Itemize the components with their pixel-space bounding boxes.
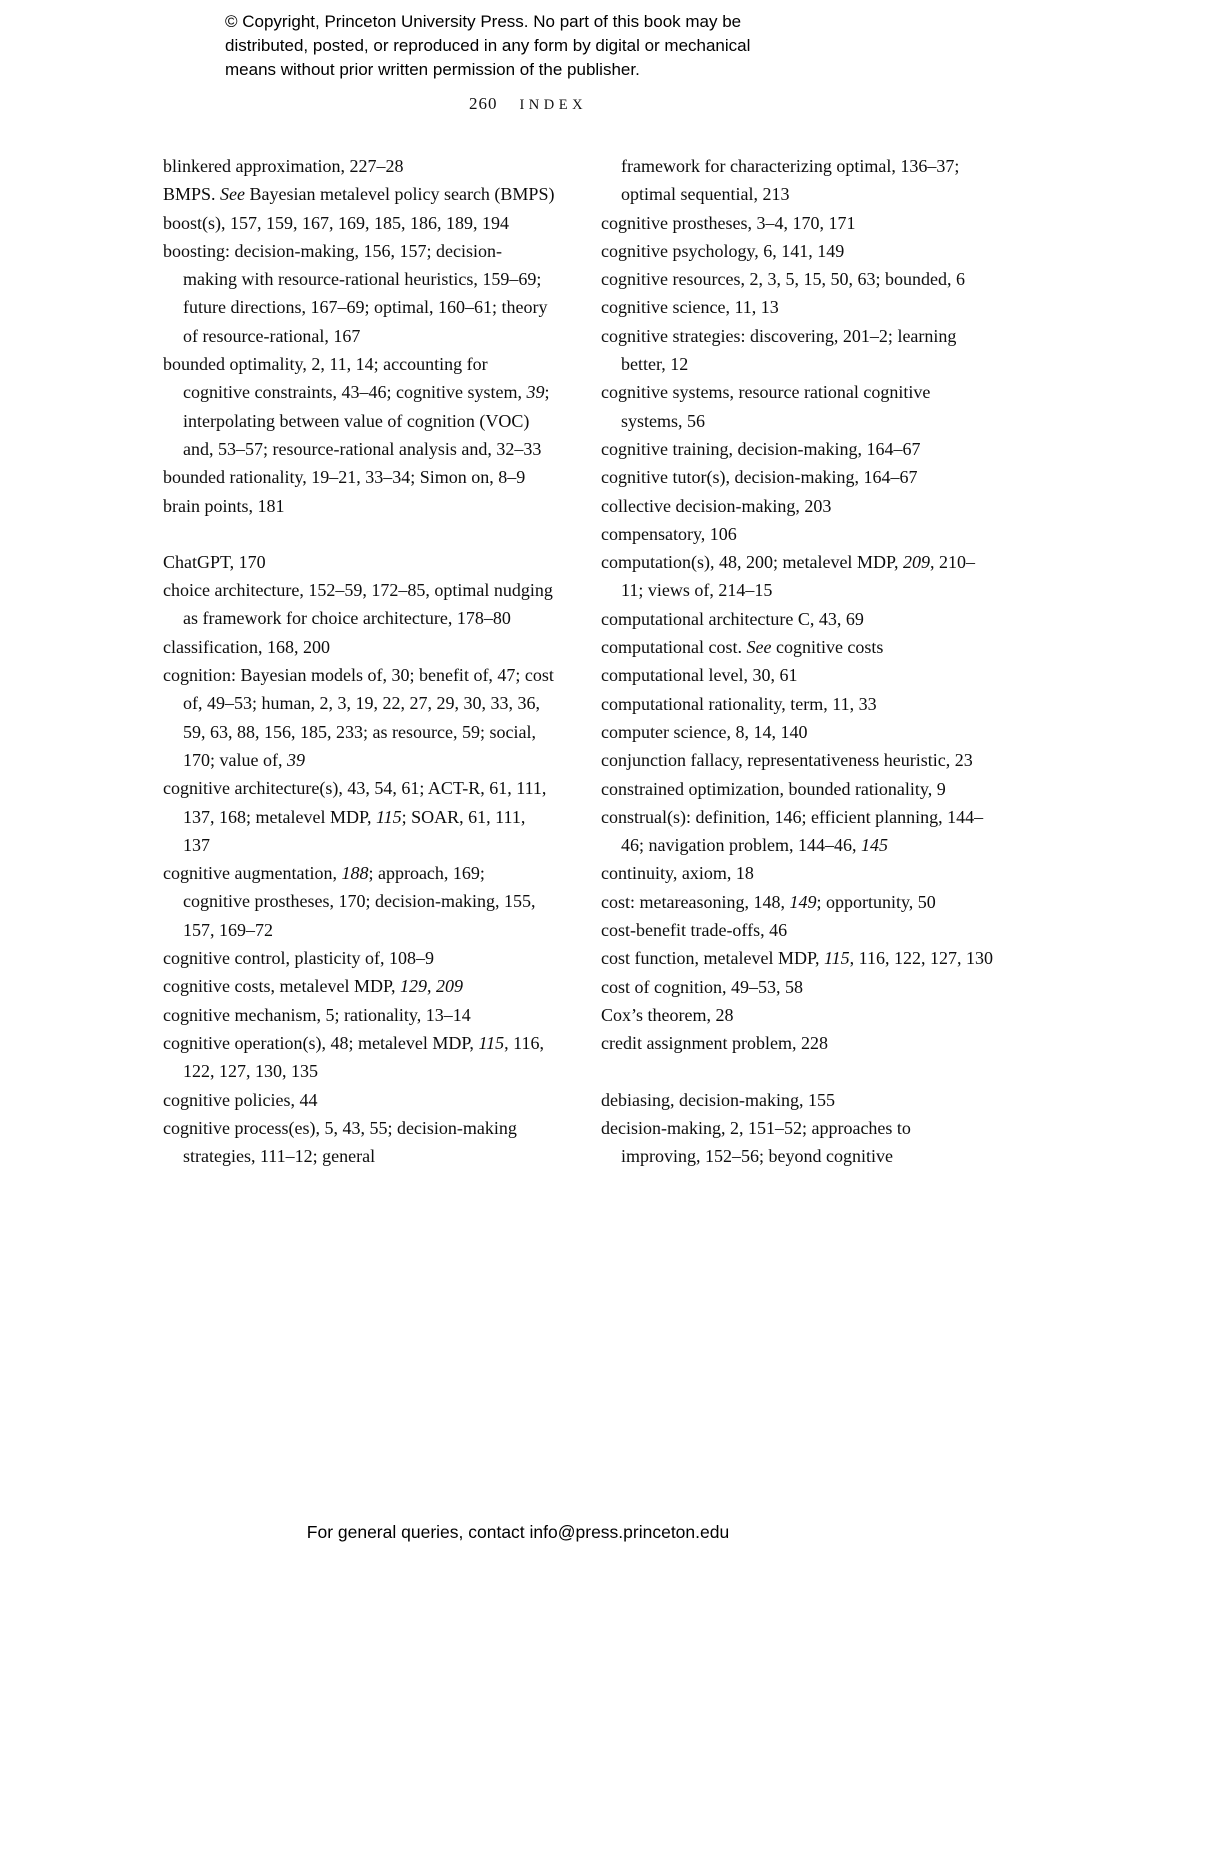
- index-entry: boost(s), 157, 159, 167, 169, 185, 186, 189, 194: [163, 212, 509, 233]
- copyright-notice: [225, 10, 885, 82]
- index-entry: decision-making, 2, 151–52; approaches to improving, 152–56; beyond cognitive: [601, 1117, 911, 1167]
- index-entry: classification, 168, 200: [163, 636, 330, 657]
- index-entry: cognitive process(es), 5, 43, 55; decision-making strategies, 111–12; general: [163, 1117, 517, 1167]
- index-entry: cognition: Bayesian models of, 30; benefit of, 47; cost of, 49–53; human, 2, 3, 19, 22, 27, 29, 30, 33, 36, 59, 63, 88, 156, 185, 233; as resource, 59; social, 170; value of, 39: [163, 665, 554, 770]
- running-head: [158, 94, 898, 114]
- index-entry: collective decision-making, 203: [601, 495, 832, 516]
- index-column-right: [601, 152, 993, 1170]
- index-entry: cognitive science, 11, 13: [601, 297, 779, 318]
- footer-query-note: For general queries, contact info@press.princeton.edu: [306, 1522, 730, 1542]
- index-entry: cognitive systems, resource rational cognitive systems, 56: [601, 382, 931, 431]
- index-entry: cognitive psychology, 6, 141, 149: [601, 240, 845, 261]
- copyright-line: distributed, posted, or reproduced in any form by digital or mechanical: [225, 36, 751, 55]
- index-entry: debiasing, decision-making, 155: [601, 1089, 835, 1110]
- index-entry: cost of cognition, 49–53, 58: [601, 976, 803, 997]
- index-entry: cognitive training, decision-making, 164–67: [601, 438, 921, 459]
- index-entry: cost function, metalevel MDP, 115, 116, 122, 127, 130: [601, 948, 993, 969]
- index-entry: conjunction fallacy, representativeness heuristic, 23: [601, 750, 973, 771]
- index-entry: bounded optimality, 2, 11, 14; accounting for cognitive constraints, 43–46; cognitive system, 39; interpolating between value of cognition (VOC) and, 53–57; resource-rational analysis and, 32–33: [163, 354, 550, 459]
- index-entry: cognitive costs, metalevel MDP, 129, 209: [163, 976, 463, 997]
- index-entry: computational rationality, term, 11, 33: [601, 693, 877, 714]
- index-entry: ChatGPT, 170: [163, 551, 266, 572]
- index-entry: computational level, 30, 61: [601, 665, 798, 686]
- index-entry: credit assignment problem, 228: [601, 1033, 828, 1054]
- index-entry: cognitive resources, 2, 3, 5, 15, 50, 63; bounded, 6: [601, 269, 965, 290]
- index-entry: compensatory, 106: [601, 523, 737, 544]
- index-entry: boosting: decision-making, 156, 157; decision-making with resource-rational heuristics, 159–69; future directions, 167–69; optimal, 160–61; theory of resource-rational, 167: [163, 240, 548, 346]
- index-entry: choice architecture, 152–59, 172–85, optimal nudging as framework for choice architecture, 178–80: [163, 580, 553, 629]
- index-entry: blinkered approximation, 227–28: [163, 156, 404, 176]
- index-entry: cognitive tutor(s), decision-making, 164–67: [601, 467, 918, 488]
- index-entry: cognitive architecture(s), 43, 54, 61; ACT-R, 61, 111, 137, 168; metalevel MDP, 115; SOAR, 61, 111, 137: [163, 778, 547, 855]
- index-entry: cognitive control, plasticity of, 108–9: [163, 948, 434, 969]
- index-entry: cost: metareasoning, 148, 149; opportunity, 50: [601, 891, 936, 912]
- index-entry: computer science, 8, 14, 140: [601, 721, 808, 742]
- index-column-left: [163, 152, 555, 1170]
- index-entry: BMPS. See Bayesian metalevel policy search (BMPS): [163, 184, 555, 205]
- index-entry: cost-benefit trade-offs, 46: [601, 920, 788, 941]
- index-entry: cognitive mechanism, 5; rationality, 13–14: [163, 1004, 471, 1025]
- index-heading: INDEX: [519, 97, 588, 113]
- index-entry: cognitive policies, 44: [163, 1089, 318, 1110]
- index-entry: cognitive strategies: discovering, 201–2; learning better, 12: [601, 325, 957, 375]
- index-entry: continuity, axiom, 18: [601, 863, 754, 884]
- index-entry: cognitive operation(s), 48; metalevel MDP, 115, 116, 122, 127, 130, 135: [163, 1032, 544, 1082]
- index-entry: constrained optimization, bounded rationality, 9: [601, 778, 946, 799]
- index-entry: computational cost. See cognitive costs: [601, 637, 884, 658]
- index-entry: brain points, 181: [163, 495, 285, 516]
- index-entry: bounded rationality, 19–21, 33–34; Simon on, 8–9: [163, 467, 526, 488]
- page-number: 260: [468, 94, 498, 113]
- index-entry: cognitive prostheses, 3–4, 170, 171: [601, 212, 856, 233]
- index-entry: computation(s), 48, 200; metalevel MDP, 209, 210–11; views of, 214–15: [601, 552, 975, 601]
- index-entry: cognitive augmentation, 188; approach, 169; cognitive prostheses, 170; decision-making, 155, 157, 169–72: [163, 863, 536, 940]
- index-entry: construal(s): definition, 146; efficient planning, 144–46; navigation problem, 144–46, 145: [601, 806, 984, 856]
- index-columns: [163, 152, 993, 1170]
- copyright-line: © Copyright, Princeton University Press. No part of this book may be: [225, 12, 742, 31]
- copyright-line: means without prior written permission of the publisher.: [225, 60, 640, 79]
- index-entry: computational architecture C, 43, 69: [601, 608, 864, 629]
- index-entry: framework for characterizing optimal, 136–37; optimal sequential, 213: [621, 156, 960, 205]
- index-entry: Cox’s theorem, 28: [601, 1004, 734, 1025]
